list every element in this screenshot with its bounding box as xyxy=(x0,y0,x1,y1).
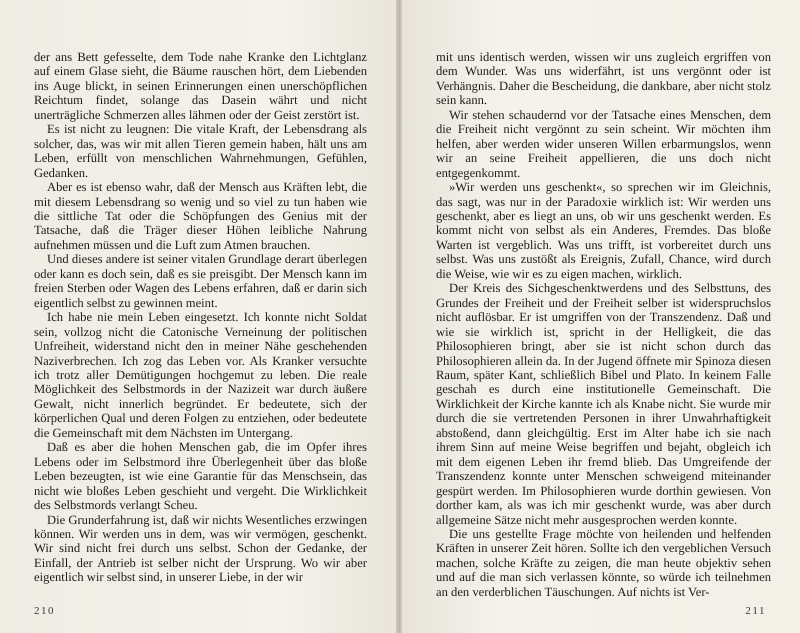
left-page xyxy=(0,0,398,633)
paragraph: Und dieses andere ist seiner vitalen Grundlage derart überlegen oder kann es doch sein, daß es sie preisgibt. Der Mensch kann im freien Sterben oder Wagen des Lebens erfahren, daß er darin sich eigentlich selbst zu gewinnen meint. xyxy=(34,252,367,310)
paragraph: Aber es ist ebenso wahr, daß der Mensch aus Kräften lebt, die mit diesem Lebensdrang so wenig und so viel zu tun haben wie die sittliche Tat oder die Schöpfungen des Genius mit der Tatsache, daß die Träger dieser Höhen leibliche Nahrung aufnehmen müssen und die Luft zum Atmen brauchen. xyxy=(34,180,367,252)
paragraph: der ans Bett gefesselte, dem Tode nahe Kranke den Lichtglanz auf einem Glase sieht, die Bäume rauschen hört, dem Liebenden ins Auge blickt, in seinen Erinnerungen einen unerschöpflichen Reichtum findet, solange das Dasein währt und nicht unerträgliche Schmerzen alles lähmen oder der Geist zerstört ist. xyxy=(34,50,367,122)
page-number: 210 xyxy=(34,605,55,617)
paragraph: Daß es aber die hohen Menschen gab, die im Opfer ihres Lebens oder im Selbstmord ihre Überlegenheit über das bloße Leben bezeugten, ist wie eine Garantie für das Menschsein, das nicht wie bloßes Leben geschieht und vergeht. Die Wirklichkeit des Selbstmords verlangt Scheu. xyxy=(34,440,367,513)
right-page xyxy=(398,0,800,633)
paragraph: Ich habe nie mein Leben eingesetzt. Ich konnte nicht Soldat sein, vollzog nicht die Catonische Verneinung der politischen Unfreiheit, widerstand nicht den in meiner Nähe geschehenden Naziverbrechen. Ich zog das Leben vor. Als Kranker versuchte ich trotz aller Demütigungen hochgemut zu leben. Die reale Möglichkeit des Selbstmords in der Nazizeit war durch äußere Gewalt, nicht innerlich begründet. Er bedeutete, sich der körperlichen Qual und deren Folgen zu entziehen, oder bedeutete die Gemeinschaft mit dem Nächsten im Untergang. xyxy=(34,310,367,440)
paragraph: mit uns identisch werden, wissen wir uns zugleich ergriffen von dem Wunder. Was uns widerfährt, ist uns vergönnt oder ist Verhängnis. Daher die Bescheidung, die dankbare, aber nicht stolz sein kann. xyxy=(436,50,771,108)
page-number: 211 xyxy=(745,605,766,617)
left-page-text xyxy=(34,50,367,585)
paragraph: Die uns gestellte Frage möchte von heilenden und helfenden Kräften in unserer Zeit hören. Sollte ich den vergeblichen Versuch machen, solche Kräfte zu zeigen, die man heute objektiv sehen und auf die man sich verlassen könnte, so würde ich teilnehmen an den verderblichen Täuschungen. Auf nichts ist Ver- xyxy=(436,526,771,599)
paragraph: Die Grunderfahrung ist, daß wir nichts Wesentliches erzwingen können. Wir werden uns in dem, was wir vermögen, geschenkt. Wir sind nicht frei durch uns selbst. Schon der Gedanke, der Einfall, der Antrieb ist selber nicht der Ursprung. Wo wir aber eigentlich wir selbst sind, in unserer Liebe, in der wir xyxy=(34,512,367,585)
book-gutter xyxy=(396,0,402,633)
paragraph: »Wir werden uns geschenkt«, so sprechen wir im Gleichnis, das sagt, was nur in der Paradoxie wirklich ist: Wir werden uns geschenkt, aber es liegt an uns, ob wir uns geschenkt werden. Es kommt nicht von selbst als ein Anderes, Fremdes. Das bloße Warten ist vergeblich. Was uns trifft, ist vorbereitet durch uns selbst. Was uns zustößt als Ereignis, Zufall, Chance, wird durch die Weise, wie wir es zu eigen machen, wirklich. xyxy=(436,180,771,281)
right-page-text xyxy=(436,50,771,599)
paragraph: Der Kreis des Sichgeschenktwerdens und des Selbsttuns, des Grundes der Freiheit und der Freiheit selber ist widerspruchslos nicht auflösbar. Er ist umgriffen von der Transzendenz. Daß und wie sie wirklich ist, spricht in der Helligkeit, die das Philosophieren bringt, aber sie ist nicht schon durch das Philosophieren allein da. In der Jugend öffnete mir Spinoza diesen Raum, später Kant, schließlich Bibel und Plato. In keinem Falle geschah es durch eine institutionelle Gemeinschaft. Die Wirklichkeit der Kirche kannte ich als Knabe nicht. Sie wurde mir durch die sie vertretenden Personen in ihrer Unwahrhaftigkeit abstoßend, dann gleichgültig. Erst im Alter habe ich sie nach ihrem Sinn auf meine Weise begriffen und bejaht, obgleich ich mit dem eigenen Leben ihr fremd blieb. Das Umgreifende der Transzendenz konnte unter Menschen schweigend miteinander gespürt werden. Im Philosophieren wurde dorthin gewiesen. Von dorther kam, als was ich mir geschenkt wurde, was aber durch allgemeine Sätze nicht mehr ausgesprochen werden konnte. xyxy=(436,281,771,527)
paragraph: Es ist nicht zu leugnen: Die vitale Kraft, der Lebensdrang als solcher, das, was wir mit allen Tieren gemein haben, hält uns am Leben, erfüllt von menschlichen Wahrnehmungen, Gefühlen, Gedanken. xyxy=(34,122,367,180)
paragraph: Wir stehen schaudernd vor der Tatsache eines Menschen, dem die Freiheit nicht vergönnt zu sein scheint. Wir möchten ihm helfen, aber werden wider unseren Willen erbarmungslos, wenn wir an seine Freiheit appellieren, die uns doch nicht entgegenkommt. xyxy=(436,107,771,180)
